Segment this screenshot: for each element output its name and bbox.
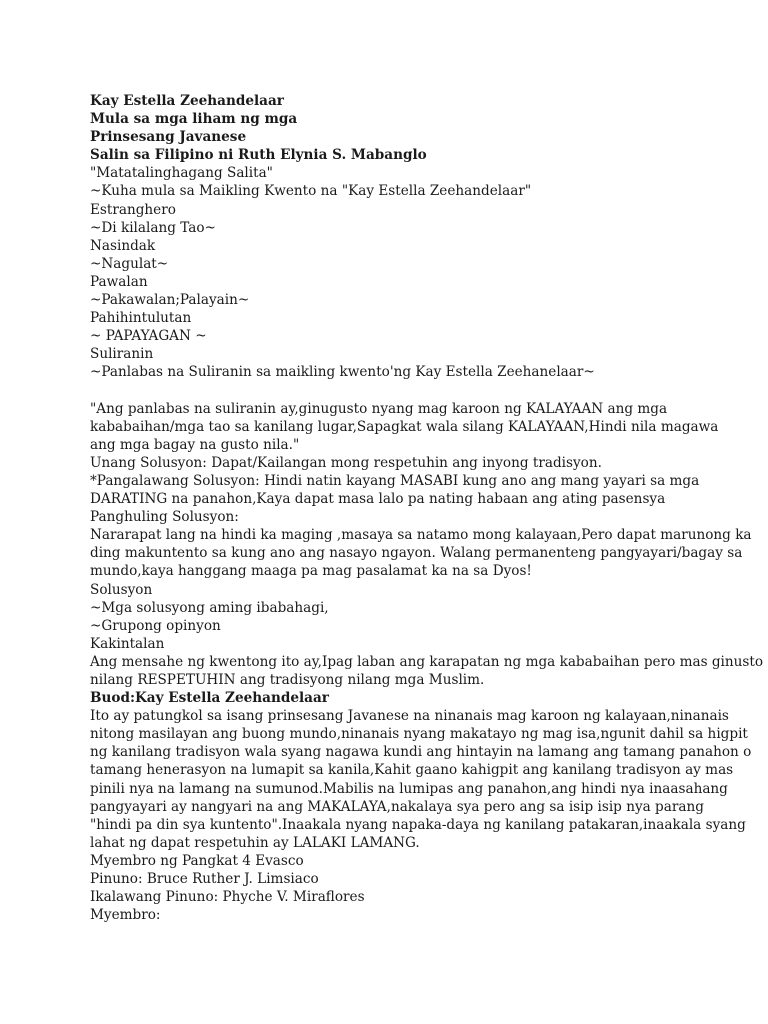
document-text-line: Suliranin — [90, 346, 154, 363]
document-text-line: ang mga bagay na gusto nila." — [90, 436, 300, 453]
document-heading-line: Kay Estella Zeehandelaar — [90, 93, 284, 109]
document-text-line: pinili nya na lamang na sumunod.Mabilis na lumipas ang panahon,ang hindi nya inaasahang — [90, 780, 728, 797]
document-text-line: ~Panlabas na Suliranin sa maikling kwento'ng Kay Estella Zeehanelaar~ — [90, 364, 595, 381]
document-text-line: Pinuno: Bruce Ruther J. Limsiaco — [90, 871, 319, 888]
document-text-line: ~Grupong opinyon — [90, 617, 221, 634]
document-text-line: DARATING na panahon,Kaya dapat masa lalo pa nating habaan ang ating pasensya — [90, 491, 666, 508]
document-text-line: ~Di kilalang Tao~ — [90, 219, 216, 236]
document-text-line: Ikalawang Pinuno: Phyche V. Miraflores — [90, 889, 365, 906]
document-text-line: Pahihintulutan — [90, 310, 192, 327]
document-text-line: mundo,kaya hanggang maaga pa mag pasalamat ka na sa Dyos! — [90, 563, 532, 580]
document-text-line: ~Kuha mula sa Maikling Kwento na "Kay Estella Zeehandelaar" — [90, 183, 532, 200]
document-text-line: Myembro ng Pangkat 4 Evasco — [90, 852, 304, 869]
document-text-line: ~Nagulat~ — [90, 255, 169, 272]
document-text-line: Panghuling Solusyon: — [90, 509, 239, 526]
document-text-line: nilang RESPETUHIN ang tradisyong nilang mga Muslim. — [90, 672, 485, 688]
document-text-line: "Matatalinghagang Salita" — [90, 165, 273, 182]
document-text-line: *Pangalawang Solusyon: Hindi natin kayang MASABI kung ano ang mang yayari sa mga — [90, 472, 700, 489]
document-text-line: ng kanilang tradisyon wala syang nagawa kundi ang hintayin na lamang ang tamang panahon o — [90, 744, 752, 761]
document-text-line: Estranghero — [90, 201, 176, 218]
document-text-line: kababaihan/mga tao sa kanilang lugar,Sapagkat wala silang KALAYAAN,Hindi nila magawa — [90, 418, 719, 435]
document-heading-line: Mula sa mga liham ng mga — [90, 111, 298, 128]
document-text-line: nitong masilayan ang buong mundo,ninanais nyang makatayo ng mag isa,ngunit dahil sa higpit — [90, 726, 748, 743]
document-text-line: ~Mga solusyong aming ibabahagi, — [90, 599, 329, 616]
document-text-line: Kakintalan — [90, 635, 165, 652]
document-text-line: ~ PAPAYAGAN ~ — [90, 328, 207, 345]
document-heading-line: Buod:Kay Estella Zeehandelaar — [90, 690, 329, 707]
document-text-line: Unang Solusyon: Dapat/Kailangan mong respetuhin ang inyong tradisyon. — [90, 454, 602, 471]
document-text-line: Myembro: — [90, 907, 161, 924]
document-text-line — [90, 382, 730, 400]
document-text-line: Pawalan — [90, 273, 148, 290]
document-text-line: Solusyon — [90, 581, 153, 598]
document-heading-line: Prinsesang Javanese — [90, 129, 247, 146]
document-text-line: Nasindak — [90, 237, 156, 254]
document-body — [90, 92, 764, 924]
document-text-line: Nararapat lang na hindi ka maging ,masaya sa natamo mong kalayaan,Pero dapat marunong ka — [90, 527, 752, 544]
document-heading-line: Salin sa Filipino ni Ruth Elynia S. Mabanglo — [90, 147, 427, 164]
document-text-line: lahat ng dapat respetuhin ay LALAKI LAMANG. — [90, 834, 420, 851]
document-text-line: ~Pakawalan;Palayain~ — [90, 292, 250, 309]
document-text-line: Ang mensahe ng kwentong ito ay,Ipag laban ang karapatan ng mga kababaihan pero mas ginusto — [90, 653, 764, 670]
document-text-line: pangyayari ay nangyari na ang MAKALAYA,nakalaya sya pero ang sa isip isip nya parang — [90, 798, 704, 815]
document-text-line: "Ang panlabas na suliranin ay,ginugusto nyang mag karoon ng KALAYAAN ang mga — [90, 400, 668, 417]
document-text-line: Ito ay patungkol sa isang prinsesang Javanese na ninanais mag karoon ng kalayaan,ninanais — [90, 708, 729, 725]
document-text-line: "hindi pa din sya kuntento".Inaakala nyang napaka-daya ng kanilang patakaran,inaakala syang — [90, 816, 746, 833]
document-text-line: tamang henerasyon na lumapit sa kanila,Kahit gaano kahigpit ang kanilang tradisyon ay mas — [90, 762, 734, 779]
document-text-line: ding makuntento sa kung ano ang nasayo ngayon. Walang permanenteng pangyayari/bagay sa — [90, 545, 743, 562]
